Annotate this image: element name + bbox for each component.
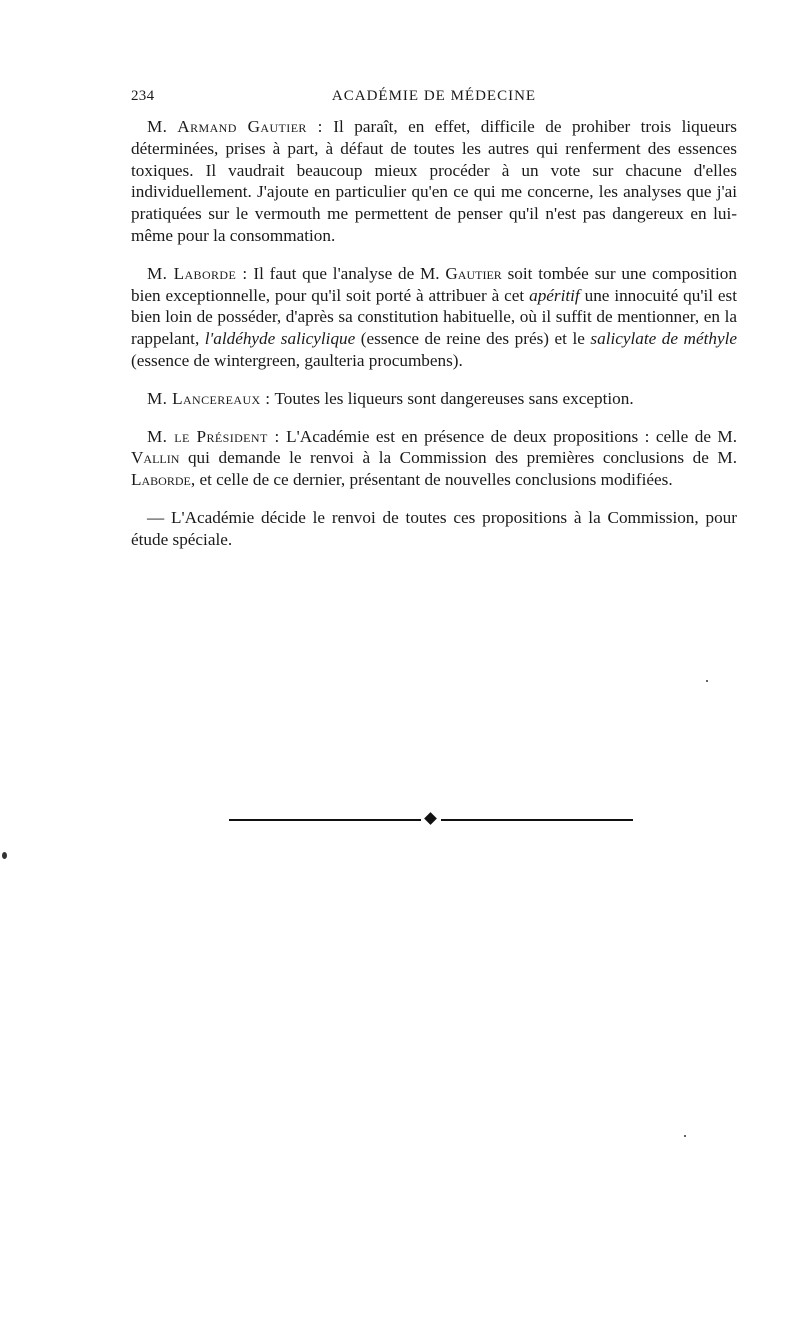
paragraph-lancereaux <box>131 388 737 410</box>
paragraph-laborde <box>131 263 737 372</box>
separator-line <box>441 819 633 821</box>
paragraph-text: Toutes les liqueurs sont dangereuses sans exception. <box>270 388 634 408</box>
paragraph-text: L'Académie est en présence de deux propositions : celle de M. <box>279 426 738 446</box>
scan-speck <box>706 680 708 682</box>
italic-term: apéritif <box>529 285 580 305</box>
person-name: Gautier <box>445 263 502 283</box>
paragraph-text: — L'Académie décide le renvoi de toutes ces propositions à la Commission, pour étude spéciale. <box>131 507 737 549</box>
speaker-name: M. Laborde : <box>147 263 248 283</box>
page-header <box>131 88 737 112</box>
person-name: Vallin <box>131 448 180 468</box>
scan-speck <box>684 1135 686 1137</box>
paragraph-decision <box>131 507 737 551</box>
separator-line <box>229 819 421 821</box>
italic-term: l'aldéhyde salicylique <box>204 329 356 349</box>
paragraph-text: , et celle de ce dernier, présentant de nouvelles conclusions modifiées. <box>190 470 673 490</box>
speaker-name: M. le Président : <box>147 426 280 446</box>
paragraph-text: une innocuité qu'il est bien loin de posséder, d'après sa constitution habituelle, où il suffit de mentionner, en la rappelant, <box>131 285 737 349</box>
diamond-ornament-icon <box>424 812 437 825</box>
section-separator <box>229 812 633 826</box>
paragraph-text: Il paraît, en effet, difficile de prohiber trois liqueurs déterminées, prises à part, à défaut de toutes les autres qui renferment des essences toxiques. Il vaudrait beaucoup mieux procéder à un vote sur chacune d'elles individuellement. J'ajoute en particulier qu'en ce qui me concerne, les analyses que j'ai pratiquées sur le vermouth me permettent de penser qu'il n'est pas dangereux en lui-même pour la consommation. <box>131 117 738 245</box>
speaker-name: M. Armand Gautier : <box>147 117 323 136</box>
document-page <box>131 88 737 567</box>
page-number: 234 <box>131 88 155 104</box>
paragraph-text: qui demande le renvoi à la Commission des premières conclusions de M. <box>179 448 737 468</box>
speaker-name: M. Lancereaux : <box>147 388 271 408</box>
running-head: ACADÉMIE DE MÉDECINE <box>331 88 537 104</box>
italic-term: salicylate de méthyle <box>590 329 738 349</box>
paragraph-gautier <box>131 116 737 247</box>
person-name: Laborde <box>131 470 191 490</box>
paragraph-text: (essence de reine des prés) et le <box>355 329 591 349</box>
scan-speck <box>2 852 7 859</box>
paragraph-text: soit tombée sur une composition bien exceptionnelle, pour qu'il soit porté à attribuer à cet <box>131 263 737 305</box>
paragraph-text: Il faut que l'analyse de M. <box>247 263 446 283</box>
paragraph-text: (essence de wintergreen, gaulteria procumbens). <box>131 350 463 370</box>
paragraph-president <box>131 426 737 491</box>
